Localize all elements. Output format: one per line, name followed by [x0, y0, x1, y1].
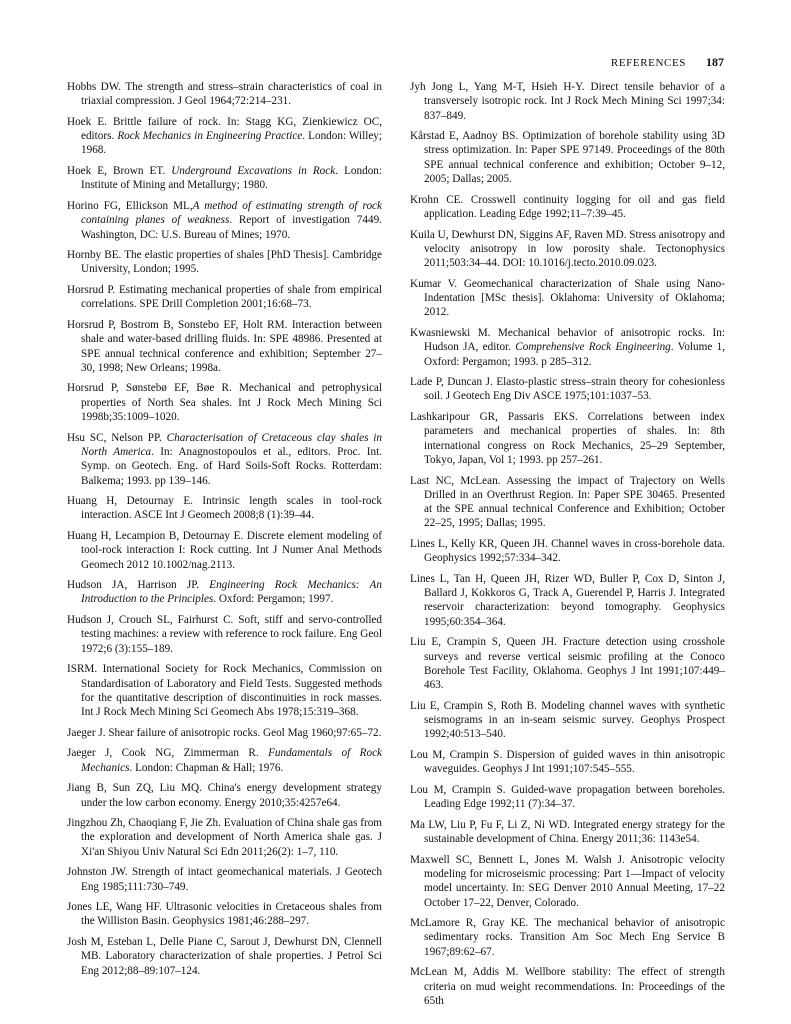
- reference-text: Horino FG, Ellickson ML,: [67, 199, 193, 212]
- reference-entry: Lashkaripour GR, Passaris EKS. Correlations between index parameters and mechanical properties of shales. In: 8th international congress on Rock Mechanics, 25–29 September, Tokyo, Japan, Vol 1; 1993. pp 257–261.: [410, 411, 725, 466]
- reference-text: . In: Anagnostopoulos et al., editors. Proc. Int. Symp. on Geotech. Eng. of Hard Soils-Soft Rocks. Rotterdam: Balkema; 1993. pp 139–146.: [81, 445, 382, 487]
- reference-entry: Kuila U, Dewhurst DN, Siggins AF, Raven MD. Stress anisotropy and velocity anisotropy in low porosity shale. Tectonophysics 2011;503:34–44. DOI: 10.1016/j.tecto.2010.09.023.: [410, 228, 725, 270]
- reference-title-italic: Comprehensive Rock Engineering: [515, 341, 671, 354]
- reference-title-italic: Underground Excavations in Rock: [171, 165, 336, 178]
- left-reference-column: [67, 80, 382, 984]
- reference-entry: Jiang B, Sun ZQ, Liu MQ. China's energy development strategy under the low carbon economy. Energy 2010;35:4257e64.: [67, 782, 382, 809]
- reference-text: . London: Willey; 1968.: [81, 130, 383, 157]
- reference-entry: Horsrud P. Estimating mechanical properties of shale from empirical correlations. SPE Drill Completion 2001;16:68–73.: [67, 284, 382, 311]
- reference-entry: Lou M, Crampin S. Dispersion of guided waves in thin anisotropic waveguides. Geophys J Int 1991;107:545–555.: [410, 749, 725, 776]
- reference-text: Hsu SC, Nelson PP.: [67, 431, 167, 444]
- reference-entry: Hobbs DW. The strength and stress–strain characteristics of coal in triaxial compression. J Geol 1964;72:214–231.: [67, 81, 382, 108]
- reference-entry: Lines L, Tan H, Queen JH, Rizer WD, Buller P, Cox D, Sinton J, Ballard J, Kokkoros G, Track A, Guerendel P, Harris J. Integrated reservoir characterization: beyond tomography. Geophysics 1995;60:354–364.: [410, 572, 725, 628]
- reference-entry: Horsrud P, Sønstebø EF, Bøe R. Mechanical and petrophysical properties of North Sea shales. Int J Rock Mech Mining Sci 1998b;35:1009–1020.: [67, 382, 382, 424]
- reference-entry: Lines L, Kelly KR, Queen JH. Channel waves in cross-borehole data. Geophysics 1992;57:334–342.: [410, 537, 725, 565]
- reference-entry: Johnston JW. Strength of intact geomechanical materials. J Geotech Eng 1985;111:730–749.: [67, 866, 382, 893]
- reference-text: . Report of investigation 7449. Washington, DC: U.S. Bureau of Mines; 1970.: [81, 214, 382, 241]
- reference-text: Jaeger J, Cook NG, Zimmerman R.: [67, 747, 269, 760]
- section-title: REFERENCES: [610, 57, 686, 69]
- reference-entry: Maxwell SC, Bennett L, Jones M. Walsh J. Anisotropic velocity modeling for microseismic processing: Part 1—Impact of velocity model uncertainty. In: SEG Denver 2010 Annual Meeting, 17–22 October 17–22, Denver, Colorado.: [410, 853, 725, 909]
- reference-entry: Liu E, Crampin S, Roth B. Modeling channel waves with synthetic seismograms in an in-seam seismic survey. Geophys Prospect 1992;40:513–540.: [410, 699, 725, 741]
- reference-entry: Ma LW, Liu P, Fu F, Li Z, Ni WD. Integrated energy strategy for the sustainable development of China. Energy 2011;36: 1143e54.: [410, 818, 725, 846]
- reference-title-italic: Characterisation of Cretaceous clay shales in North America: [81, 431, 382, 458]
- reference-entry: Hornby BE. The elastic properties of shales [PhD Thesis]. Cambridge University, London; 1995.: [67, 249, 382, 276]
- running-head: [611, 55, 724, 70]
- reference-text: Kwasniewski M. Mechanical behavior of anisotropic rocks. In: Hudson JA, editor.: [410, 326, 725, 354]
- reference-entry: Jaeger J. Shear failure of anisotropic rocks. Geol Mag 1960;97:65–72.: [67, 726, 382, 739]
- page-number: 187: [706, 55, 724, 69]
- reference-text: Hudson JA, Harrison JP.: [67, 579, 210, 592]
- reference-entry: McLean M, Addis M. Wellbore stability: The effect of strength criteria on mud weight recommendations. In: Proceedings of the 65th: [410, 966, 725, 1007]
- reference-entry: [67, 164, 382, 193]
- reference-entry: McLamore R, Gray KE. The mechanical behavior of anisotropic sedimentary rocks. Transition Am Soc Mech Eng Service B 1967;89:62–67.: [410, 917, 725, 958]
- reference-title-italic: Rock Mechanics in Engineering Practice: [117, 130, 303, 143]
- reference-entry: Huang H, Detournay E. Intrinsic length scales in tool-rock interaction. ASCE Int J Geomech 2008;8 (1):39–44.: [67, 495, 382, 522]
- reference-text: . London: Institute of Mining and Metallurgy; 1980.: [81, 165, 382, 192]
- reference-entry: Lou M, Crampin S. Guided-wave propagation between boreholes. Leading Edge 1992;11 (7):34–37.: [410, 783, 725, 811]
- reference-title-italic: Fundamentals of Rock Mechanics: [81, 747, 382, 774]
- reference-entry: Kårstad E, Aadnoy BS. Optimization of borehole stability using 3D stress optimization. In: Paper SPE 97149. Proceedings of the 80th SPE annual technical conference and exhibition; October 9–12, 2005; Dallas; 2005.: [410, 130, 725, 186]
- reference-entry: Liu E, Crampin S, Queen JH. Fracture detection using crosshole surveys and reverse vertical seismic profiling at the Conoco Borehole Test Facility, Oklahoma. Geophys J Int 1991;107:449–463.: [410, 636, 725, 692]
- reference-entry: [67, 746, 382, 775]
- reference-entry: [67, 431, 382, 488]
- reference-entry: ISRM. International Society for Rock Mechanics, Commission on Standardisation of Laboratory and Field Tests. Suggested methods for the quantitative description of discontinuities in rock masses. Int J Rock Mech Mining Sci Geomech Abs 1978;15:319–368.: [67, 663, 382, 719]
- reference-entry: [410, 326, 725, 369]
- reference-text: . Oxford: Pergamon; 1997.: [213, 593, 334, 606]
- reference-entry: Jingzhou Zh, Chaoqiang F, Jie Zh. Evaluation of China shale gas from the exploration and development of North America shale gas. J Xi'an Shiyou Univ Natural Sci Edn 2011;26(2): 1–7, 110.: [67, 817, 382, 858]
- reference-entry: Huang H, Lecampion B, Detournay E. Discrete element modeling of tool-rock interaction I: Rock cutting. Int J Numer Anal Methods Geomech 2012 10.1002/nag.2113.: [67, 529, 382, 571]
- reference-entry: [67, 115, 382, 158]
- reference-title-italic: A method of estimating strength of rock containing planes of weakness: [81, 199, 382, 227]
- reference-entry: Krohn CE. Crosswell continuity logging for oil and gas field application. Leading Edge 1992;11–7:39–45.: [410, 193, 725, 220]
- reference-entry: [67, 199, 382, 242]
- reference-entry: Last NC, McLean. Assessing the impact of Trajectory on Wells Drilled in an Overthrust Region. In: Paper SPE 30465. Presented at the SPE annual technical Conference and Exhibition; October 22–25, 1995; Dallas; 1995.: [410, 474, 725, 530]
- reference-entry: Kumar V. Geomechanical characterization of Shale using Nano-Indentation [MSc thesis]. Oklahoma: University of Oklahoma; 2012.: [410, 277, 725, 319]
- reference-entry: Josh M, Esteban L, Delle Piane C, Sarout J, Dewhurst DN, Clennell MB. Laboratory characterization of shale properties. J Petrol Sci Eng 2012;88–89:107–124.: [67, 936, 382, 977]
- reference-entry: Jyh Jong L, Yang M-T, Hsieh H-Y. Direct tensile behavior of a transversely isotropic rock. Int J Rock Mech Mining Sci 1997;34: 837–849.: [410, 81, 725, 122]
- reference-entry: Hudson J, Crouch SL, Fairhurst C. Soft, stiff and servo-controlled testing machines: a review with reference to rock failure. Eng Geol 1972;6 (3):155–189.: [67, 614, 382, 655]
- reference-entry: Jones LE, Wang HF. Ultrasonic velocities in Cretaceous shales from the Williston Basin. Geophysics 1981;46:288–297.: [67, 901, 382, 928]
- reference-title-italic: Engineering Rock Mechanics: An Introduction to the Principles: [81, 579, 382, 606]
- reference-entry: Horsrud P, Bostrom B, Sonstebo EF, Holt RM. Interaction between shale and water-based drilling fluids. In: SPE 48986. Presented at SPE annual technical conference and exhibition; September 27–30, 1998; New Orleans; 1998a.: [67, 318, 382, 374]
- right-reference-column: [410, 80, 725, 1015]
- reference-entry: [67, 578, 382, 607]
- reference-text: . Volume 1, Oxford: Pergamon; 1993. p 285–312.: [424, 341, 725, 368]
- reference-entry: Lade P, Duncan J. Elasto-plastic stress–strain theory for cohesionless soil. J Geotech Eng Div ASCE 1975;101:1037–53.: [410, 376, 725, 403]
- reference-text: Hoek E, Brown ET.: [67, 165, 172, 178]
- reference-text: Hoek E. Brittle failure of rock. In: Stagg KG, Zienkiewicz OC, editors.: [67, 115, 382, 143]
- reference-text: . London: Chapman & Hall; 1976.: [129, 761, 284, 774]
